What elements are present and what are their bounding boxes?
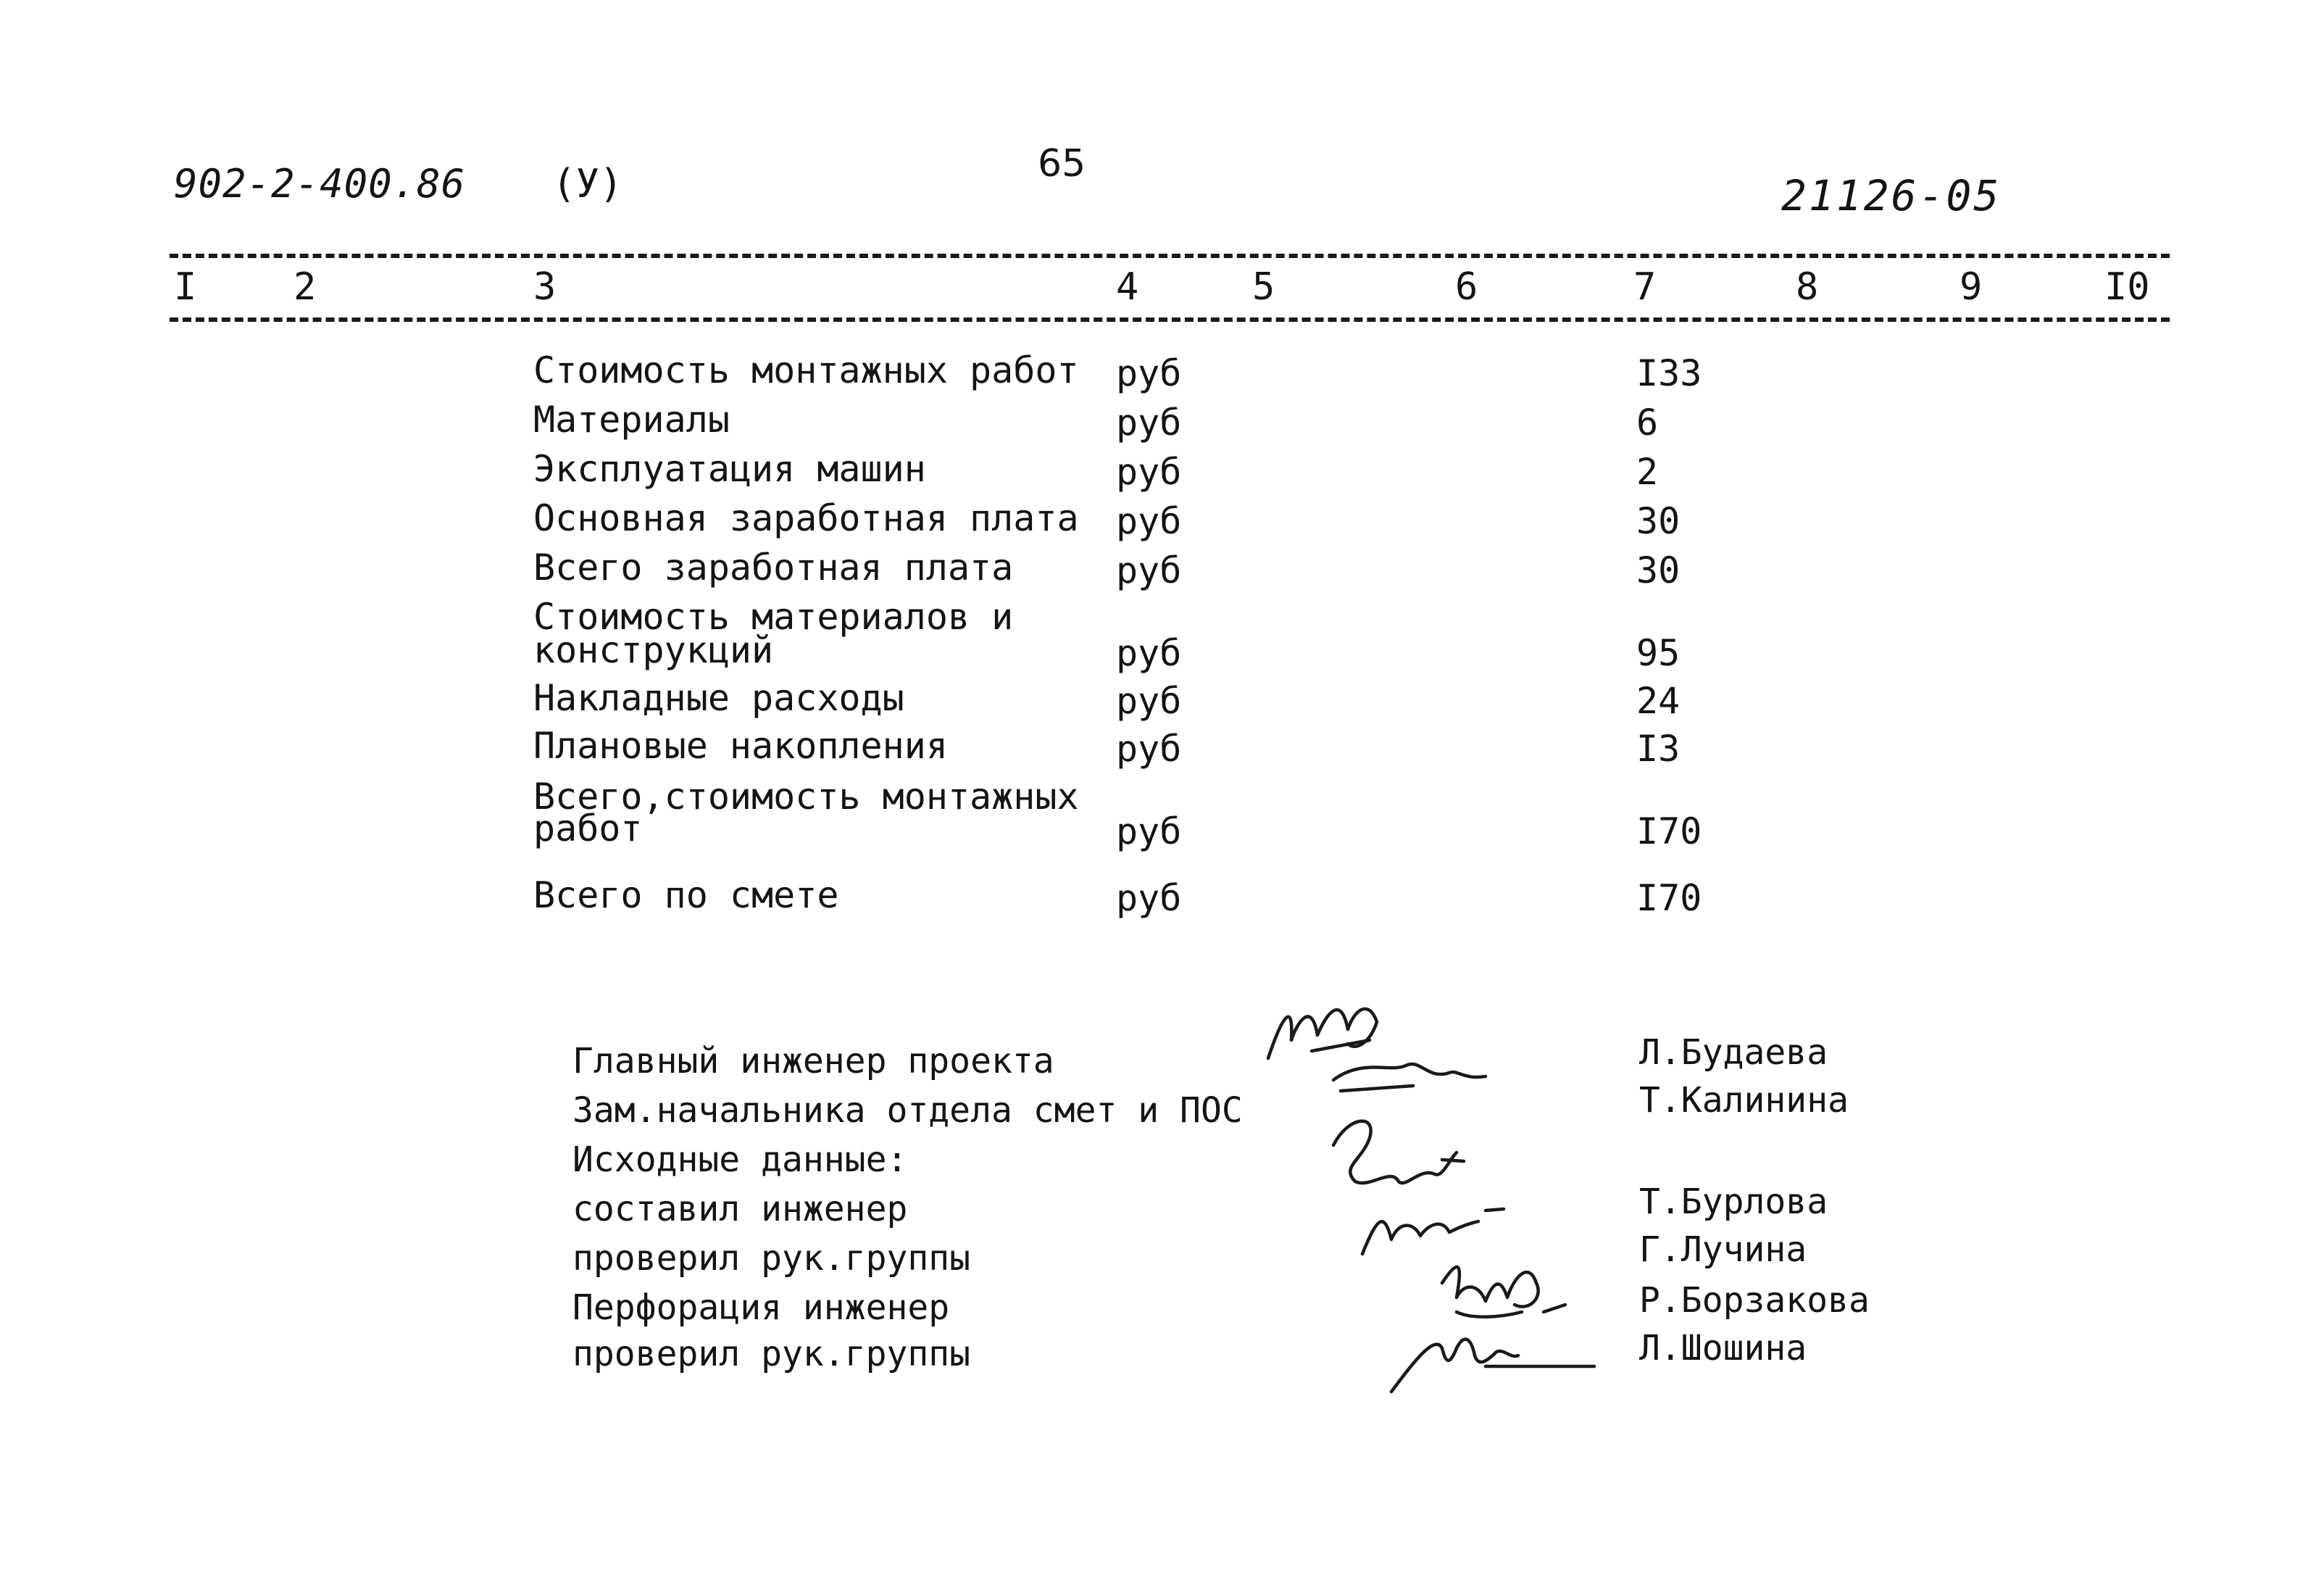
row-label: Стоимость материалов и bbox=[533, 596, 1014, 638]
row-label-continuation: конструкций bbox=[533, 629, 774, 671]
signature-kalinina bbox=[1333, 1064, 1486, 1091]
column-number-6: 6 bbox=[1455, 265, 1478, 309]
page-number: 65 bbox=[1038, 142, 1086, 186]
signatory-role: Перфорация инженер bbox=[572, 1287, 950, 1328]
column-number-4: 4 bbox=[1116, 265, 1139, 309]
row-unit: руб bbox=[1116, 728, 1182, 770]
row-label: Всего по смете bbox=[533, 874, 839, 916]
row-value: 30 bbox=[1636, 500, 1680, 542]
signatory-role: Главный инженер проекта bbox=[572, 1041, 1054, 1081]
row-unit: руб bbox=[1116, 352, 1182, 394]
signatory-name: Т.Бурлова bbox=[1639, 1181, 1828, 1222]
row-unit: руб bbox=[1116, 810, 1182, 852]
signatory-role: Исходные данные: bbox=[572, 1139, 908, 1180]
row-value: 6 bbox=[1636, 402, 1659, 444]
signature-luchina bbox=[1362, 1209, 1504, 1254]
row-unit: руб bbox=[1116, 877, 1182, 919]
row-label: Всего,стоимость монтажных bbox=[533, 776, 1079, 818]
document-variant: (У) bbox=[552, 161, 623, 207]
signature-shoshina bbox=[1391, 1340, 1594, 1392]
signatory-name: Р.Борзакова bbox=[1639, 1280, 1870, 1321]
signatory-role: проверил рук.группы bbox=[572, 1334, 971, 1374]
signatory-name: Л.Шошина bbox=[1639, 1328, 1807, 1368]
column-number-10: I0 bbox=[2104, 265, 2150, 309]
column-number-2: 2 bbox=[293, 265, 317, 309]
signature-burlova bbox=[1333, 1121, 1464, 1184]
document-code: 902-2-400.86 bbox=[174, 161, 466, 207]
column-header-top-rule bbox=[170, 254, 2170, 258]
row-value: 30 bbox=[1636, 549, 1680, 591]
column-number-7: 7 bbox=[1633, 265, 1657, 309]
row-unit: руб bbox=[1116, 402, 1182, 444]
signatory-role: составил инженер bbox=[572, 1189, 908, 1229]
reference-number: 21126-05 bbox=[1781, 171, 2002, 220]
handwritten-signatures bbox=[1225, 971, 1630, 1406]
row-label: Материалы bbox=[533, 399, 730, 441]
row-label: Всего заработная плата bbox=[533, 547, 1014, 589]
row-label: Плановые накопления bbox=[533, 725, 948, 767]
column-number-3: 3 bbox=[533, 265, 557, 309]
row-value: I33 bbox=[1636, 352, 1702, 394]
column-number-1: I bbox=[174, 265, 197, 309]
row-unit: руб bbox=[1116, 680, 1182, 722]
signatory-role: Зам.начальника отдела смет и ПОС bbox=[572, 1090, 1243, 1131]
column-number-8: 8 bbox=[1796, 265, 1819, 309]
row-unit: руб bbox=[1116, 451, 1182, 493]
row-value: I3 bbox=[1636, 728, 1680, 770]
row-value: I70 bbox=[1636, 877, 1702, 919]
row-unit: руб bbox=[1116, 632, 1182, 674]
row-label: Накладные расходы bbox=[533, 677, 904, 719]
signature-borzakova bbox=[1442, 1267, 1565, 1317]
signatory-name: Т.Калинина bbox=[1639, 1080, 1849, 1121]
column-header-bottom-rule bbox=[170, 317, 2170, 322]
row-label: Эксплуатация машин bbox=[533, 448, 926, 490]
row-unit: руб bbox=[1116, 549, 1182, 591]
row-unit: руб bbox=[1116, 500, 1182, 542]
column-number-5: 5 bbox=[1252, 265, 1275, 309]
signatory-name: Л.Будаева bbox=[1639, 1032, 1828, 1073]
row-value: 24 bbox=[1636, 680, 1680, 722]
signature-budaeva bbox=[1268, 1009, 1377, 1058]
column-number-9: 9 bbox=[1959, 265, 1983, 309]
row-label: Основная заработная плата bbox=[533, 497, 1079, 539]
signatory-name: Г.Лучина bbox=[1639, 1229, 1807, 1270]
row-value: 2 bbox=[1636, 451, 1659, 493]
row-value: I70 bbox=[1636, 810, 1702, 852]
row-label-continuation: работ bbox=[533, 807, 643, 850]
signatory-role: проверил рук.группы bbox=[572, 1238, 971, 1279]
row-value: 95 bbox=[1636, 632, 1680, 674]
row-label: Стоимость монтажных работ bbox=[533, 349, 1079, 391]
